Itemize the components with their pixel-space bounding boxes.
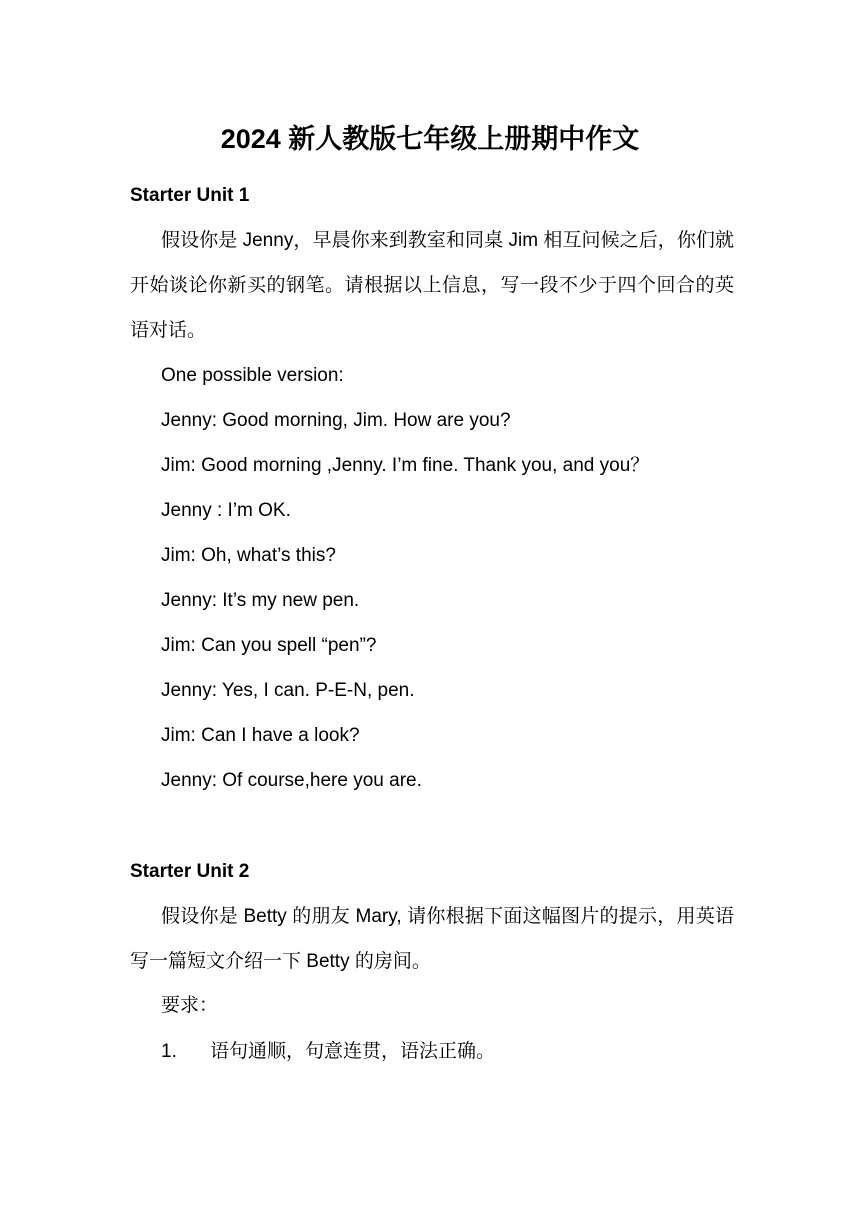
dialogue-line: Jim: Can you spell “pen”?	[161, 635, 377, 656]
requirements-label: 要求：	[161, 995, 219, 1016]
dialogue-line: Jim: Can I have a look?	[161, 725, 360, 746]
dialogue-line: Jenny : I’m OK.	[161, 500, 291, 521]
unit2-prompt: 假设你是 Betty 的朋友 Mary, 请你根据下面这幅图片的提示，用英语写一篇短文介绍一下 Betty 的房间。	[130, 906, 734, 972]
dialogue-line: Jim: Oh, what’s this?	[161, 545, 336, 566]
requirement-item	[161, 1039, 495, 1065]
unit1-heading: Starter Unit 1	[130, 185, 250, 206]
page-title: 2024 新人教版七年级上册期中作文	[220, 124, 640, 154]
version-label: One possible version:	[161, 365, 344, 386]
dialogue-line: Jenny: Yes, I can. P-E-N, pen.	[161, 680, 415, 701]
dialogue-line: Jenny: It’s my new pen.	[161, 590, 360, 611]
dialogue-line: Jenny: Of course,here you are.	[161, 770, 422, 791]
unit2-heading: Starter Unit 2	[130, 861, 250, 882]
dialogue-line: Jenny: Good morning, Jim. How are you?	[161, 410, 511, 431]
requirement-text: 语句通顺，句意连贯，语法正确。	[210, 1041, 496, 1062]
requirement-number: 1.	[161, 1041, 177, 1062]
dialogue-line: Jim: Good morning ,Jenny. I’m fine. Thank you, and you？	[161, 455, 650, 476]
unit1-prompt: 假设你是 Jenny，早晨你来到教室和同桌 Jim 相互问候之后，你们就开始谈论你新买的钢笔。请根据以上信息，写一段不少于四个回合的英语对话。	[130, 230, 734, 341]
